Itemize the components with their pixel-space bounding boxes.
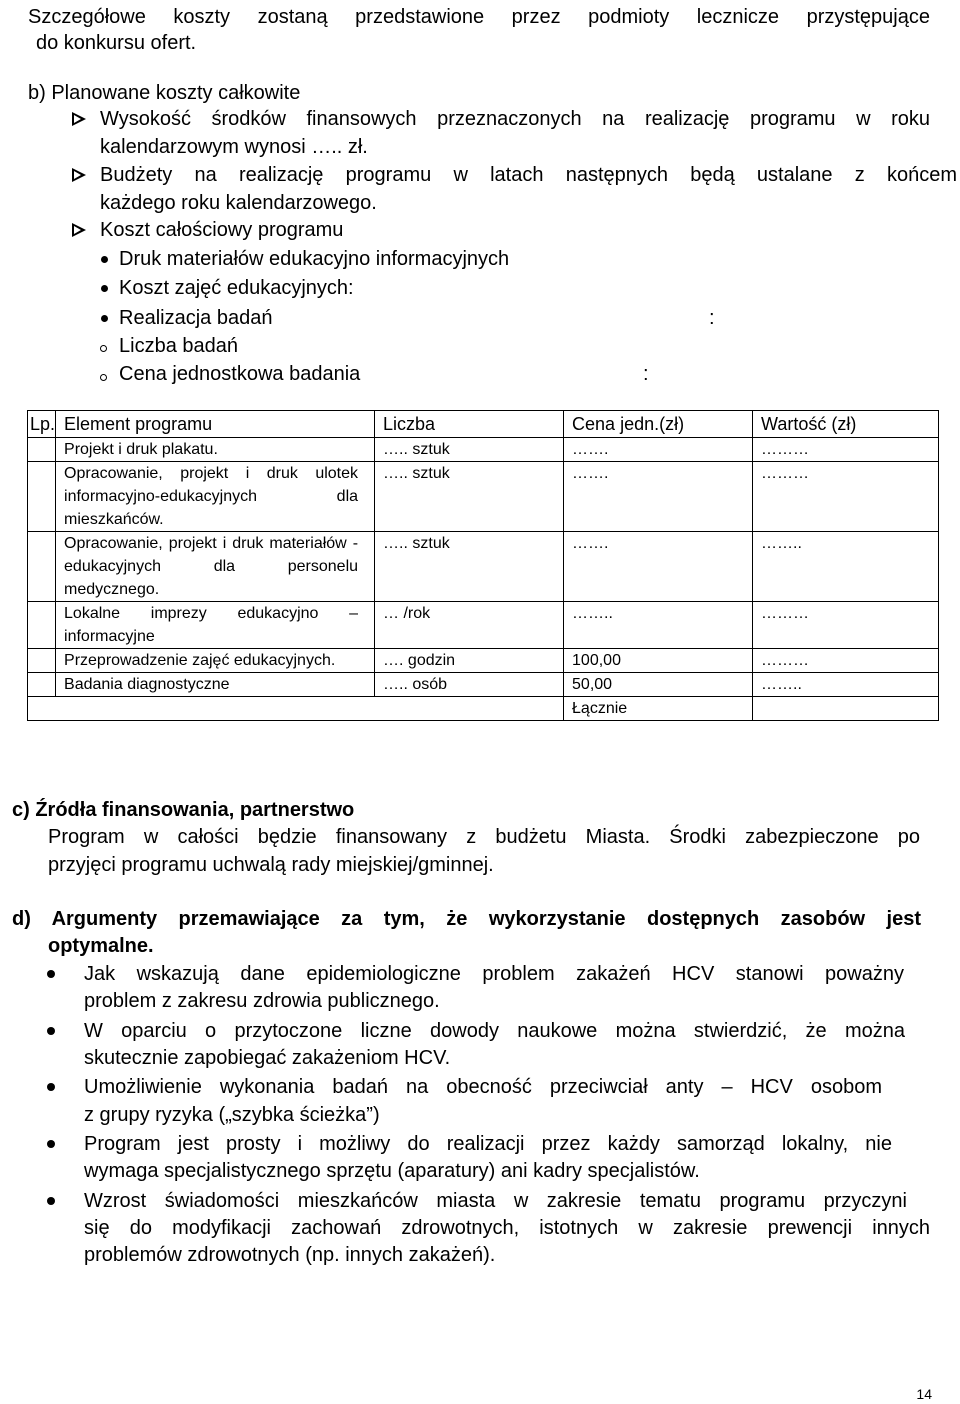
section-c-heading: c) Źródła finansowania, partnerstwo [12, 799, 355, 821]
b-bullet-1: Druk materiałów edukacyjno informacyjnych [119, 248, 510, 270]
bullet-dot-icon [47, 1197, 55, 1205]
cell-element: Projekt i druk plakatu. [56, 438, 375, 462]
b-bullet-2: Koszt zajęć edukacyjnych: [119, 277, 354, 299]
cell-element: Przeprowadzenie zajęć edukacyjnych. [56, 649, 375, 673]
page-number: 14 [916, 1386, 932, 1402]
header-lp: Lp. [28, 411, 56, 438]
cell-cena: ……. [564, 438, 753, 462]
bullet-dot-icon [101, 256, 108, 263]
bullet-dot-icon [101, 285, 108, 292]
table-header-row [28, 411, 939, 438]
intro-line-1: Szczegółowe koszty zostaną przedstawione przez podmioty lecznicze przystępujące [28, 6, 930, 28]
cell-wartosc: …….. [753, 673, 939, 697]
section-b-heading: b) Planowane koszty całkowite [28, 82, 301, 104]
intro-line-2: do konkursu ofert. [36, 32, 197, 54]
cell-liczba: ….. sztuk [375, 438, 564, 462]
cell-cena: …….. [564, 602, 753, 649]
table-total-row [28, 697, 939, 721]
sub-bullet-circle-icon [100, 345, 107, 352]
bullet-dot-icon [47, 970, 55, 978]
b-sub-bullet-2-colon: : [643, 363, 649, 385]
c-line-1: Program w całości będzie finansowany z budżetu Miasta. Środki zabezpieczone po [48, 826, 920, 848]
cell-lp [28, 602, 56, 649]
d-item-4-line2: wymaga specjalistycznego sprzętu (aparatury) ani kadry specjalistów. [84, 1160, 700, 1182]
cell-liczba: … /rok [375, 602, 564, 649]
d-item-1-line2: problem z zakresu zdrowia publicznego. [84, 990, 440, 1012]
cell-lp [28, 673, 56, 697]
cell-wartosc: …….. [753, 532, 939, 602]
cell-liczba: ….. sztuk [375, 532, 564, 602]
header-element: Element programu [56, 411, 375, 438]
total-empty-cell [28, 697, 564, 721]
table-row [28, 673, 939, 697]
header-cena: Cena jedn.(zł) [564, 411, 753, 438]
d-item-2-line1: W oparciu o przytoczone liczne dowody naukowe można stwierdzić, że można [84, 1020, 905, 1042]
bullet-dot-icon [101, 315, 108, 322]
d-item-3-line2: z grupy ryzyka („szybka ścieżka”) [84, 1104, 380, 1126]
b-arrow3: Koszt całościowy programu [100, 219, 344, 241]
cell-wartosc: ……… [753, 602, 939, 649]
d-item-1-line1: Jak wskazują dane epidemiologiczne problem zakażeń HCV stanowi poważny [84, 963, 904, 985]
cell-liczba: ….. sztuk [375, 462, 564, 532]
cell-liczba: …. godzin [375, 649, 564, 673]
table-row [28, 438, 939, 462]
d-item-5-line1: Wzrost świadomości mieszkańców miasta w zakresie tematu programu przyczyni [84, 1190, 907, 1212]
header-wartosc: Wartość (zł) [753, 411, 939, 438]
b-bullet-3-colon: : [709, 307, 715, 329]
cell-wartosc: ……… [753, 462, 939, 532]
d-item-3-line1: Umożliwienie wykonania badań na obecność przeciwciał anty – HCV osobom [84, 1076, 882, 1098]
total-label: Łącznie [564, 697, 753, 721]
b-sub-bullet-2: Cena jednostkowa badania [119, 363, 361, 385]
b-arrow2-line1: Budżety na realizację programu w latach następnych będą ustalane z końcem [100, 164, 957, 186]
cell-wartosc: ……… [753, 649, 939, 673]
b-arrow1-line2: kalendarzowym wynosi ….. zł. [100, 136, 368, 158]
cell-lp [28, 649, 56, 673]
cell-cena: ……. [564, 532, 753, 602]
cell-liczba: ….. osób [375, 673, 564, 697]
section-d-heading-line2: optymalne. [48, 935, 154, 957]
table-row [28, 462, 939, 532]
cell-cena: ……. [564, 462, 753, 532]
cell-lp [28, 438, 56, 462]
table-row [28, 602, 939, 649]
b-arrow1-line1: Wysokość środków finansowych przeznaczonych na realizację programu w roku [100, 108, 930, 130]
b-arrow2-line2: każdego roku kalendarzowego. [100, 192, 377, 214]
d-item-5-line2: się do modyfikacji zachowań zdrowotnych, istotnych w zakresie prewencji innych [84, 1217, 930, 1239]
d-item-2-line2: skutecznie zapobiegać zakażeniom HCV. [84, 1047, 451, 1069]
cell-lp [28, 462, 56, 532]
c-line-2: przyjęci programu uchwalą rady miejskiej/gminnej. [48, 854, 494, 876]
table-row [28, 532, 939, 602]
table-row [28, 649, 939, 673]
d-item-4-line1: Program jest prosty i możliwy do realizacji przez każdy samorząd lokalny, nie [84, 1133, 892, 1155]
b-bullet-3: Realizacja badań [119, 307, 273, 329]
d-item-5-line3: problemów zdrowotnych (np. innych zakażeń). [84, 1244, 496, 1266]
bullet-dot-icon [47, 1140, 55, 1148]
cell-element: Lokalne imprezy edukacyjno – informacyjne [56, 602, 375, 649]
cell-wartosc: ……… [753, 438, 939, 462]
cell-element: Opracowanie, projekt i druk materiałów - edukacyjnych dla personelu medycznego. [56, 532, 375, 602]
b-sub-bullet-1: Liczba badań [119, 335, 238, 357]
section-d-heading-line1: d) Argumenty przemawiające za tym, że wykorzystanie dostępnych zasobów jest [12, 908, 921, 930]
cost-table [27, 410, 939, 721]
cell-lp [28, 532, 56, 602]
cell-cena: 50,00 [564, 673, 753, 697]
sub-bullet-circle-icon [100, 374, 107, 381]
cell-element: Badania diagnostyczne [56, 673, 375, 697]
header-liczba: Liczba [375, 411, 564, 438]
cell-cena: 100,00 [564, 649, 753, 673]
bullet-dot-icon [47, 1083, 55, 1091]
cell-element: Opracowanie, projekt i druk ulotek informacyjno-edukacyjnych dla mieszkańców. [56, 462, 375, 532]
bullet-dot-icon [47, 1027, 55, 1035]
total-value [753, 697, 939, 721]
